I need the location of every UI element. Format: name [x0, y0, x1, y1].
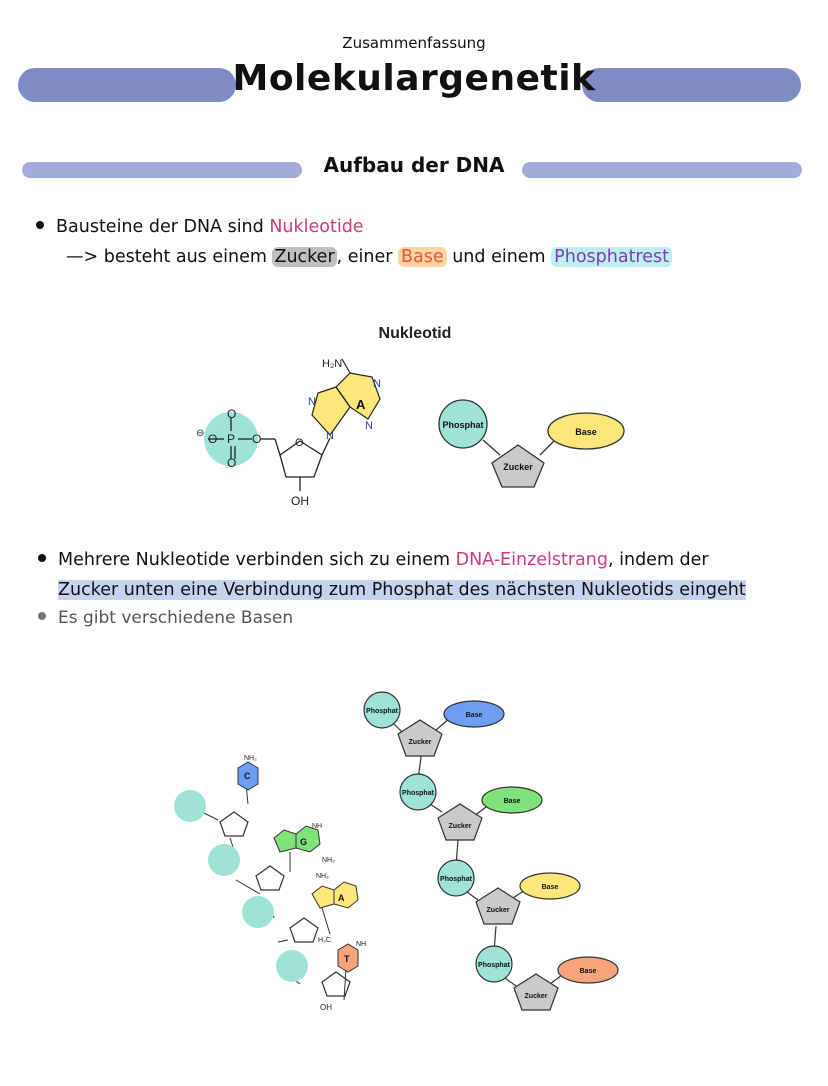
- base-label: Base: [465, 712, 483, 719]
- amino-label: H₂N: [322, 358, 343, 370]
- adenine-ring-small: [312, 886, 334, 908]
- base-label: Base: [541, 884, 559, 891]
- sugar-pentagon: [476, 888, 520, 924]
- bullet-basen: [38, 608, 293, 628]
- bullet-text: Bausteine der DNA sind: [56, 217, 270, 237]
- figure-nukleotid: [180, 315, 650, 515]
- adenine-letter: A: [356, 397, 366, 412]
- guanine-ring-small: [274, 830, 296, 852]
- nitrogen-label: N: [308, 396, 316, 408]
- section-heading: Aufbau der DNA: [323, 153, 505, 177]
- phosphate-circle: [208, 844, 240, 876]
- amino-label: NH₂: [244, 755, 257, 762]
- figure-nukleotid-title: Nukleotid: [378, 325, 452, 342]
- highlight-nukleotide: Nukleotide: [269, 217, 364, 237]
- thymine-letter: T: [344, 954, 350, 964]
- cytosine-letter: C: [244, 771, 251, 781]
- arrow-text: —> besteht aus einem: [66, 247, 273, 267]
- sugar-ring: [220, 812, 248, 836]
- sugar-pentagon: [398, 720, 442, 756]
- text-einer: , einer: [336, 247, 399, 267]
- page-title: Molekulargenetik: [232, 58, 596, 99]
- bullet-einzelstrang: [38, 550, 709, 570]
- base-label: Base: [575, 427, 597, 437]
- oxygen-label: O: [227, 407, 237, 421]
- bullet-text-suffix: , indem der: [607, 550, 709, 570]
- phosphate-circle: [242, 896, 274, 928]
- sugar-pentagon: [438, 804, 482, 840]
- adenine-letter: A: [338, 893, 345, 903]
- phosphorus-label: P: [227, 432, 236, 446]
- phosphate-circle: [174, 790, 206, 822]
- highlight-einzelstrang: DNA-Einzelstrang: [455, 550, 608, 570]
- sugar-ring: [290, 918, 318, 942]
- bullet-dot: [36, 221, 44, 229]
- imino-label: NH: [356, 941, 367, 948]
- zucker-label: Zucker: [524, 993, 548, 1000]
- base-label: Base: [503, 798, 521, 805]
- hydroxyl-label: OH: [291, 494, 309, 508]
- methyl-label: H₃C: [318, 937, 331, 944]
- amino-label: NH₂: [316, 873, 329, 880]
- highlight-phosphatrest: Phosphatrest: [551, 247, 672, 267]
- bullet-dot: [38, 612, 46, 620]
- bullet-text: Es gibt verschiedene Basen: [58, 608, 294, 628]
- zucker-label: Zucker: [486, 907, 510, 914]
- phosphat-label: Phosphat: [402, 790, 434, 797]
- nitrogen-label: N: [373, 378, 381, 390]
- phosphate-circle: [276, 950, 308, 982]
- charge-label: ⊖: [196, 428, 205, 439]
- oxygen-label: O: [227, 456, 237, 470]
- bullet-nukleotide: [36, 217, 364, 237]
- highlight-zucker: Zucker: [274, 247, 335, 267]
- bullet-composition: [66, 247, 672, 267]
- phosphat-label: Phosphat: [440, 876, 472, 883]
- oxygen-label: O: [252, 432, 262, 446]
- ring-oxygen-label: O: [295, 437, 304, 449]
- guanine-letter: G: [300, 837, 308, 847]
- phosphat-label: Phosphat: [442, 420, 484, 430]
- zucker-label: Zucker: [503, 462, 533, 472]
- highlight-base: Base: [398, 247, 447, 267]
- phosphat-label: Phosphat: [366, 708, 398, 715]
- figure-dna-strand: [160, 680, 640, 1025]
- oxygen-label: O: [208, 432, 218, 446]
- page-subtitle: Zusammenfassung: [342, 34, 486, 52]
- text-und-einem: und einem: [446, 247, 552, 267]
- nitrogen-label: N: [365, 420, 373, 432]
- base-label: Base: [579, 968, 597, 975]
- amino-label: NH₂: [322, 857, 335, 864]
- nitrogen-label: N: [326, 430, 334, 442]
- zucker-label: Zucker: [448, 823, 472, 830]
- bullet-einzelstrang-line2: [58, 580, 746, 600]
- sugar-ring: [256, 866, 284, 890]
- highlight-verbindung: Zucker unten eine Verbindung zum Phosphat des nächsten Nukleotids eingeht: [58, 580, 746, 600]
- hydroxyl-label: OH: [320, 1003, 332, 1012]
- bullet-dot: [38, 554, 46, 562]
- bullet-text: Mehrere Nukleotide verbinden sich zu einem: [58, 550, 456, 570]
- zucker-label: Zucker: [408, 739, 432, 746]
- phosphat-label: Phosphat: [478, 962, 510, 969]
- sugar-pentagon: [514, 974, 558, 1010]
- imino-label: NH: [312, 823, 323, 830]
